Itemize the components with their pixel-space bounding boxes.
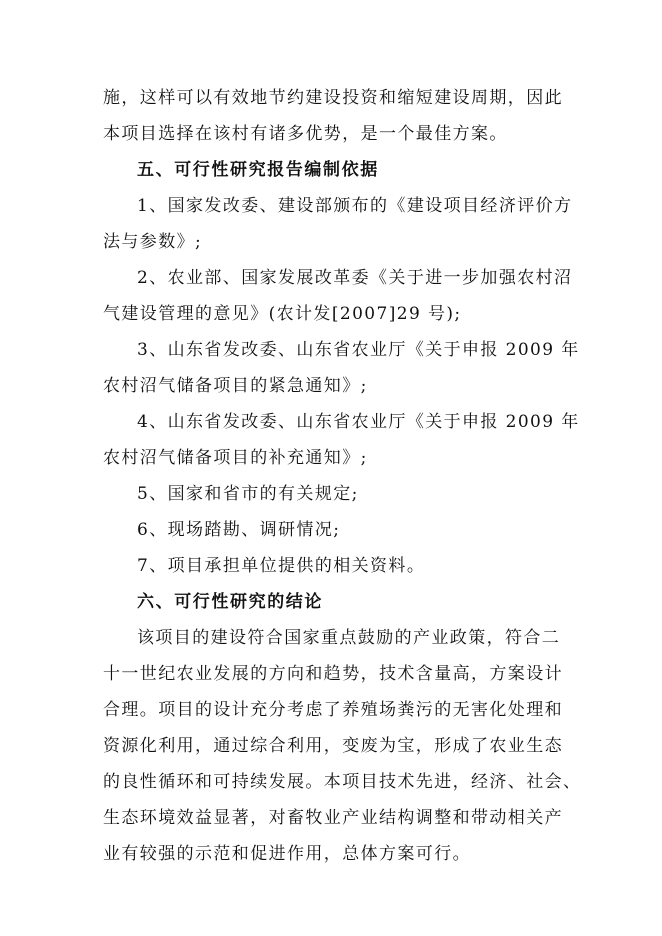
intro-line-1: 施，这样可以有效地节约建设投资和缩短建设周期，因此 [103,88,563,108]
conclusion-line-5: 的良性循环和可持续发展。本项目技术先进，经济、社会、 [103,772,582,792]
conclusion-line-6: 生态环境效益显著，对畜牧业产业结构调整和带动相关产 [103,808,563,828]
conclusion-line-7: 业有较强的示范和促进作用，总体方案可行。 [103,844,471,864]
basis-item-5: 5、国家和省市的有关规定; [137,484,359,504]
section-6-heading: 六、可行性研究的结论 [137,592,323,612]
basis-item-1-line-1: 1、国家发改委、建设部颁布的《建设项目经济评价方 [137,196,573,216]
basis-item-4-line-1: 4、山东省发改委、山东省农业厅《关于申报 2009 年 [137,412,580,432]
conclusion-line-1: 该项目的建设符合国家重点鼓励的产业政策，符合二 [137,628,561,648]
basis-item-3-line-1: 3、山东省发改委、山东省农业厅《关于申报 2009 年 [137,340,580,360]
basis-item-3-line-2: 农村沼气储备项目的紧急通知》; [103,376,368,396]
basis-item-2-line-1: 2、农业部、国家发展改革委《关于进一步加强农村沼 [137,268,573,288]
basis-item-1-line-2: 法与参数》; [103,232,203,252]
basis-item-4-line-2: 农村沼气储备项目的补充通知》; [103,448,368,468]
basis-item-2-line-2: 气建设管理的意见》(农计发[2007]29 号); [103,304,462,324]
conclusion-line-3: 合理。项目的设计充分考虑了养殖场粪污的无害化处理和 [103,700,563,720]
intro-line-2: 本项目选择在该村有诸多优势，是一个最佳方案。 [103,124,508,144]
section-5-heading: 五、可行性研究报告编制依据 [137,160,379,180]
basis-item-7: 7、项目承担单位提供的相关资料。 [137,556,426,576]
conclusion-line-4: 资源化利用，通过综合利用，变废为宝，形成了农业生态 [103,736,563,756]
basis-item-6: 6、现场踏勘、调研情况; [137,520,341,540]
conclusion-line-2: 十一世纪农业发展的方向和趋势，技术含量高，方案设计 [103,664,563,684]
